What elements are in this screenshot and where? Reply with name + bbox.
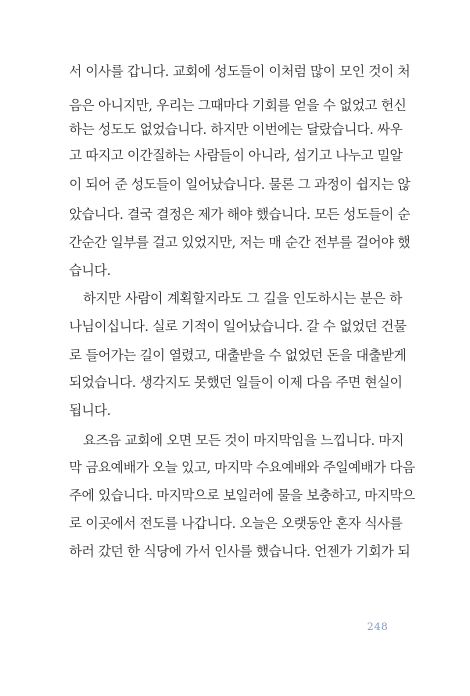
text-line: 막 금요예배가 오늘 있고, 마지막 수요예배와 주일예배가 다음 (69, 461, 415, 476)
text-line: 요즈음 교회에 오면 모든 것이 마지막임을 느낍니다. 마지 (83, 434, 404, 449)
text-line: 간순간 일부를 걸고 있었지만, 저는 매 순간 전부를 걸어야 했 (69, 236, 411, 251)
text-line: 았습니다. 결국 결정은 제가 해야 했습니다. 모든 성도들이 순 (69, 208, 411, 223)
text-line: 하지만 사람이 계획할지라도 그 길을 인도하시는 분은 하 (83, 292, 402, 307)
text-line: 로 들어가는 길이 열렸고, 대출받을 수 없었던 돈을 대출받게 (69, 349, 407, 364)
text-line: 하는 성도도 없었습니다. 하지만 이번에는 달랐습니다. 싸우 (69, 123, 403, 138)
page-number: 248 (367, 621, 388, 633)
text-line: 주에 있습니다. 마지막으로 보일러에 물을 보충하고, 마지막으 (69, 489, 415, 504)
text-line: 되었습니다. 생각지도 못했던 일들이 이제 다음 주면 현실이 (69, 376, 403, 391)
text-line: 고 따지고 이간질하는 사람들이 아니라, 섬기고 나누고 밀알 (69, 149, 403, 164)
text-line: 나님이십니다. 실로 기적이 일어났습니다. 갈 수 없었던 건물 (69, 320, 407, 335)
text-line: 로 이곳에서 전도를 나갑니다. 오늘은 오랫동안 혼자 식사를 (69, 517, 403, 532)
text-line: 음은 아니지만, 우리는 그때마다 기회를 얻을 수 없었고 헌신 (69, 99, 407, 114)
text-line: 하러 갔던 한 식당에 가서 인사를 했습니다. 언젠가 기회가 되 (69, 545, 411, 560)
text-line: 됩니다. (69, 404, 111, 419)
text-line: 습니다. (69, 264, 111, 279)
text-line: 서 이사를 갑니다. 교회에 성도들이 이처럼 많이 모인 것이 처 (69, 65, 411, 80)
text-line: 이 되어 준 성도들이 일어났습니다. 물론 그 과정이 쉽지는 않 (69, 178, 411, 193)
